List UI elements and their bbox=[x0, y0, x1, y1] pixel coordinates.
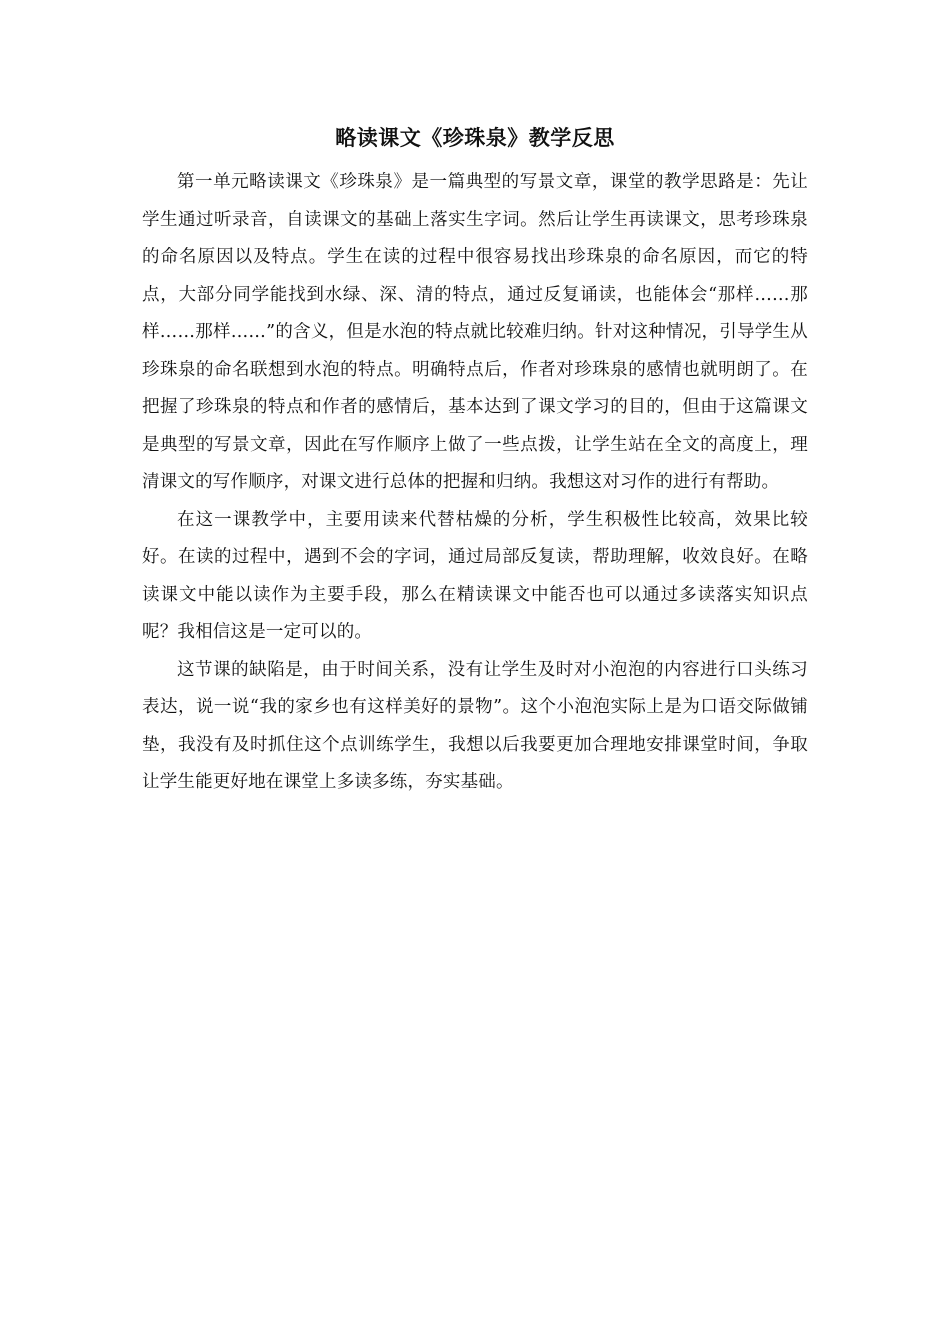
document-title: 略读课文《珍珠泉》教学反思 bbox=[335, 125, 615, 150]
paragraph-3: 这节课的缺陷是，由于时间关系，没有让学生及时对小泡泡的内容进行口头练习表达，说一说“我的家乡也有这样美好的景物”。这个小泡泡实际上是为口语交际做铺垫，我没有及时抓住这个点训练学生，我想以后我要更加合理地安排课堂时间，争取让学生能更好地在课堂上多读多练，夯实基础。 bbox=[142, 659, 808, 792]
document-page bbox=[142, 118, 808, 802]
paragraph-2: 在这一课教学中，主要用读来代替枯燥的分析，学生积极性比较高，效果比较好。在读的过程中，遇到不会的字词，通过局部反复读，帮助理解，收效良好。在略读课文中能以读作为主要手段，那么在精读课文中能否也可以通过多读落实知识点呢？我相信这是一定可以的。 bbox=[142, 509, 808, 642]
paragraph-1: 第一单元略读课文《珍珠泉》是一篇典型的写景文章，课堂的教学思路是：先让学生通过听录音，自读课文的基础上落实生字词。然后让学生再读课文，思考珍珠泉的命名原因以及特点。学生在读的过程中很容易找出珍珠泉的命名原因，而它的特点，大部分同学能找到水绿、深、清的特点，通过反复诵读，也能体会“那样……那样……那样……”的含义，但是水泡的特点就比较难归纳。针对这种情况，引导学生从珍珠泉的命名联想到水泡的特点。明确特点后，作者对珍珠泉的感情也就明朗了。在把握了珍珠泉的特点和作者的感情后，基本达到了课文学习的目的，但由于这篇课文是典型的写景文章，因此在写作顺序上做了一些点拨，让学生站在全文的高度上，理清课文的写作顺序，对课文进行总体的把握和归纳。我想这对习作的进行有帮助。 bbox=[142, 172, 808, 492]
